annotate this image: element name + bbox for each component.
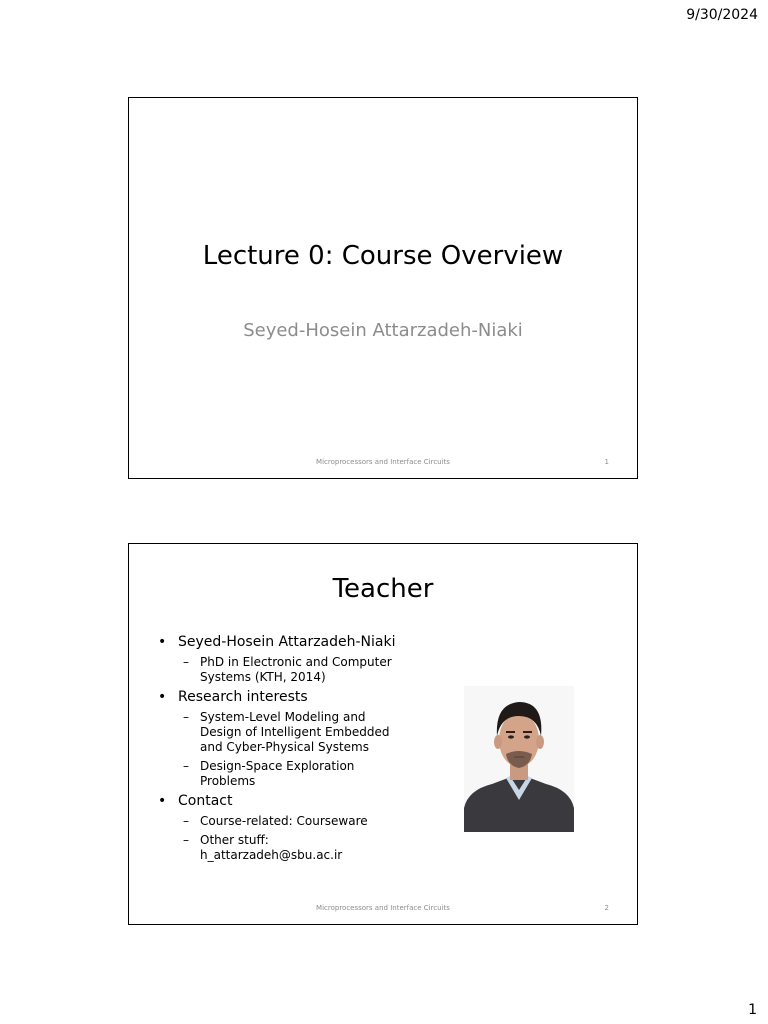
bullet-text: Seyed-Hosein Attarzadeh-Niaki [178,634,396,650]
bullet-item: • Seyed-Hosein Attarzadeh-Niaki [158,634,396,650]
sub-bullet-line: System-Level Modeling and [200,710,366,724]
sub-bullet-line: Systems (KTH, 2014) [200,670,326,684]
slide-subtitle: Seyed-Hosein Attarzadeh-Niaki [243,320,523,341]
sub-bullet-item: – Course-related: Courseware [183,814,368,828]
sub-bullet-item: – PhD in Electronic and Computer Systems (KTH, 2014) [183,655,392,684]
portrait-photo [464,686,574,832]
bullet-item: • Contact [158,793,233,809]
slide-title: Lecture 0: Course Overview [202,241,564,271]
sub-bullet-line: Problems [200,774,256,788]
sub-bullet-line: and Cyber-Physical Systems [200,740,369,754]
sub-bullet-line: h_attarzadeh@sbu.ac.ir [200,848,343,862]
slide-1 [128,97,638,479]
sub-bullet-item: – Other stuff: h_attarzadeh@sbu.ac.ir [183,833,343,862]
slide-footer: Microprocessors and Interface Circuits [316,458,450,466]
slide-number: 2 [604,904,609,912]
page-number: 1 [748,1002,757,1018]
slide-2 [128,543,638,925]
sub-bullet-line: Course-related: Courseware [200,814,368,828]
slide-footer: Microprocessors and Interface Circuits [316,904,450,912]
person-icon [464,686,574,832]
slide-number: 1 [604,458,609,466]
bullet-list [155,634,455,867]
sub-bullet-line: Other stuff: [200,833,269,847]
sub-bullet-line: Design of Intelligent Embedded [200,725,390,739]
bullet-item: • Research interests [158,689,308,705]
print-date: 9/30/2024 [686,7,758,23]
sub-bullet-line: PhD in Electronic and Computer [200,655,392,669]
sub-bullet-item: – Design-Space Exploration Problems [183,759,355,788]
sub-bullet-item: – System-Level Modeling and Design of Intelligent Embedded and Cyber-Physical Systems [183,710,390,754]
bullet-text: Contact [178,793,233,809]
slide-title: Teacher [332,574,434,604]
sub-bullet-line: Design-Space Exploration [200,759,355,773]
bullet-text: Research interests [178,689,308,705]
